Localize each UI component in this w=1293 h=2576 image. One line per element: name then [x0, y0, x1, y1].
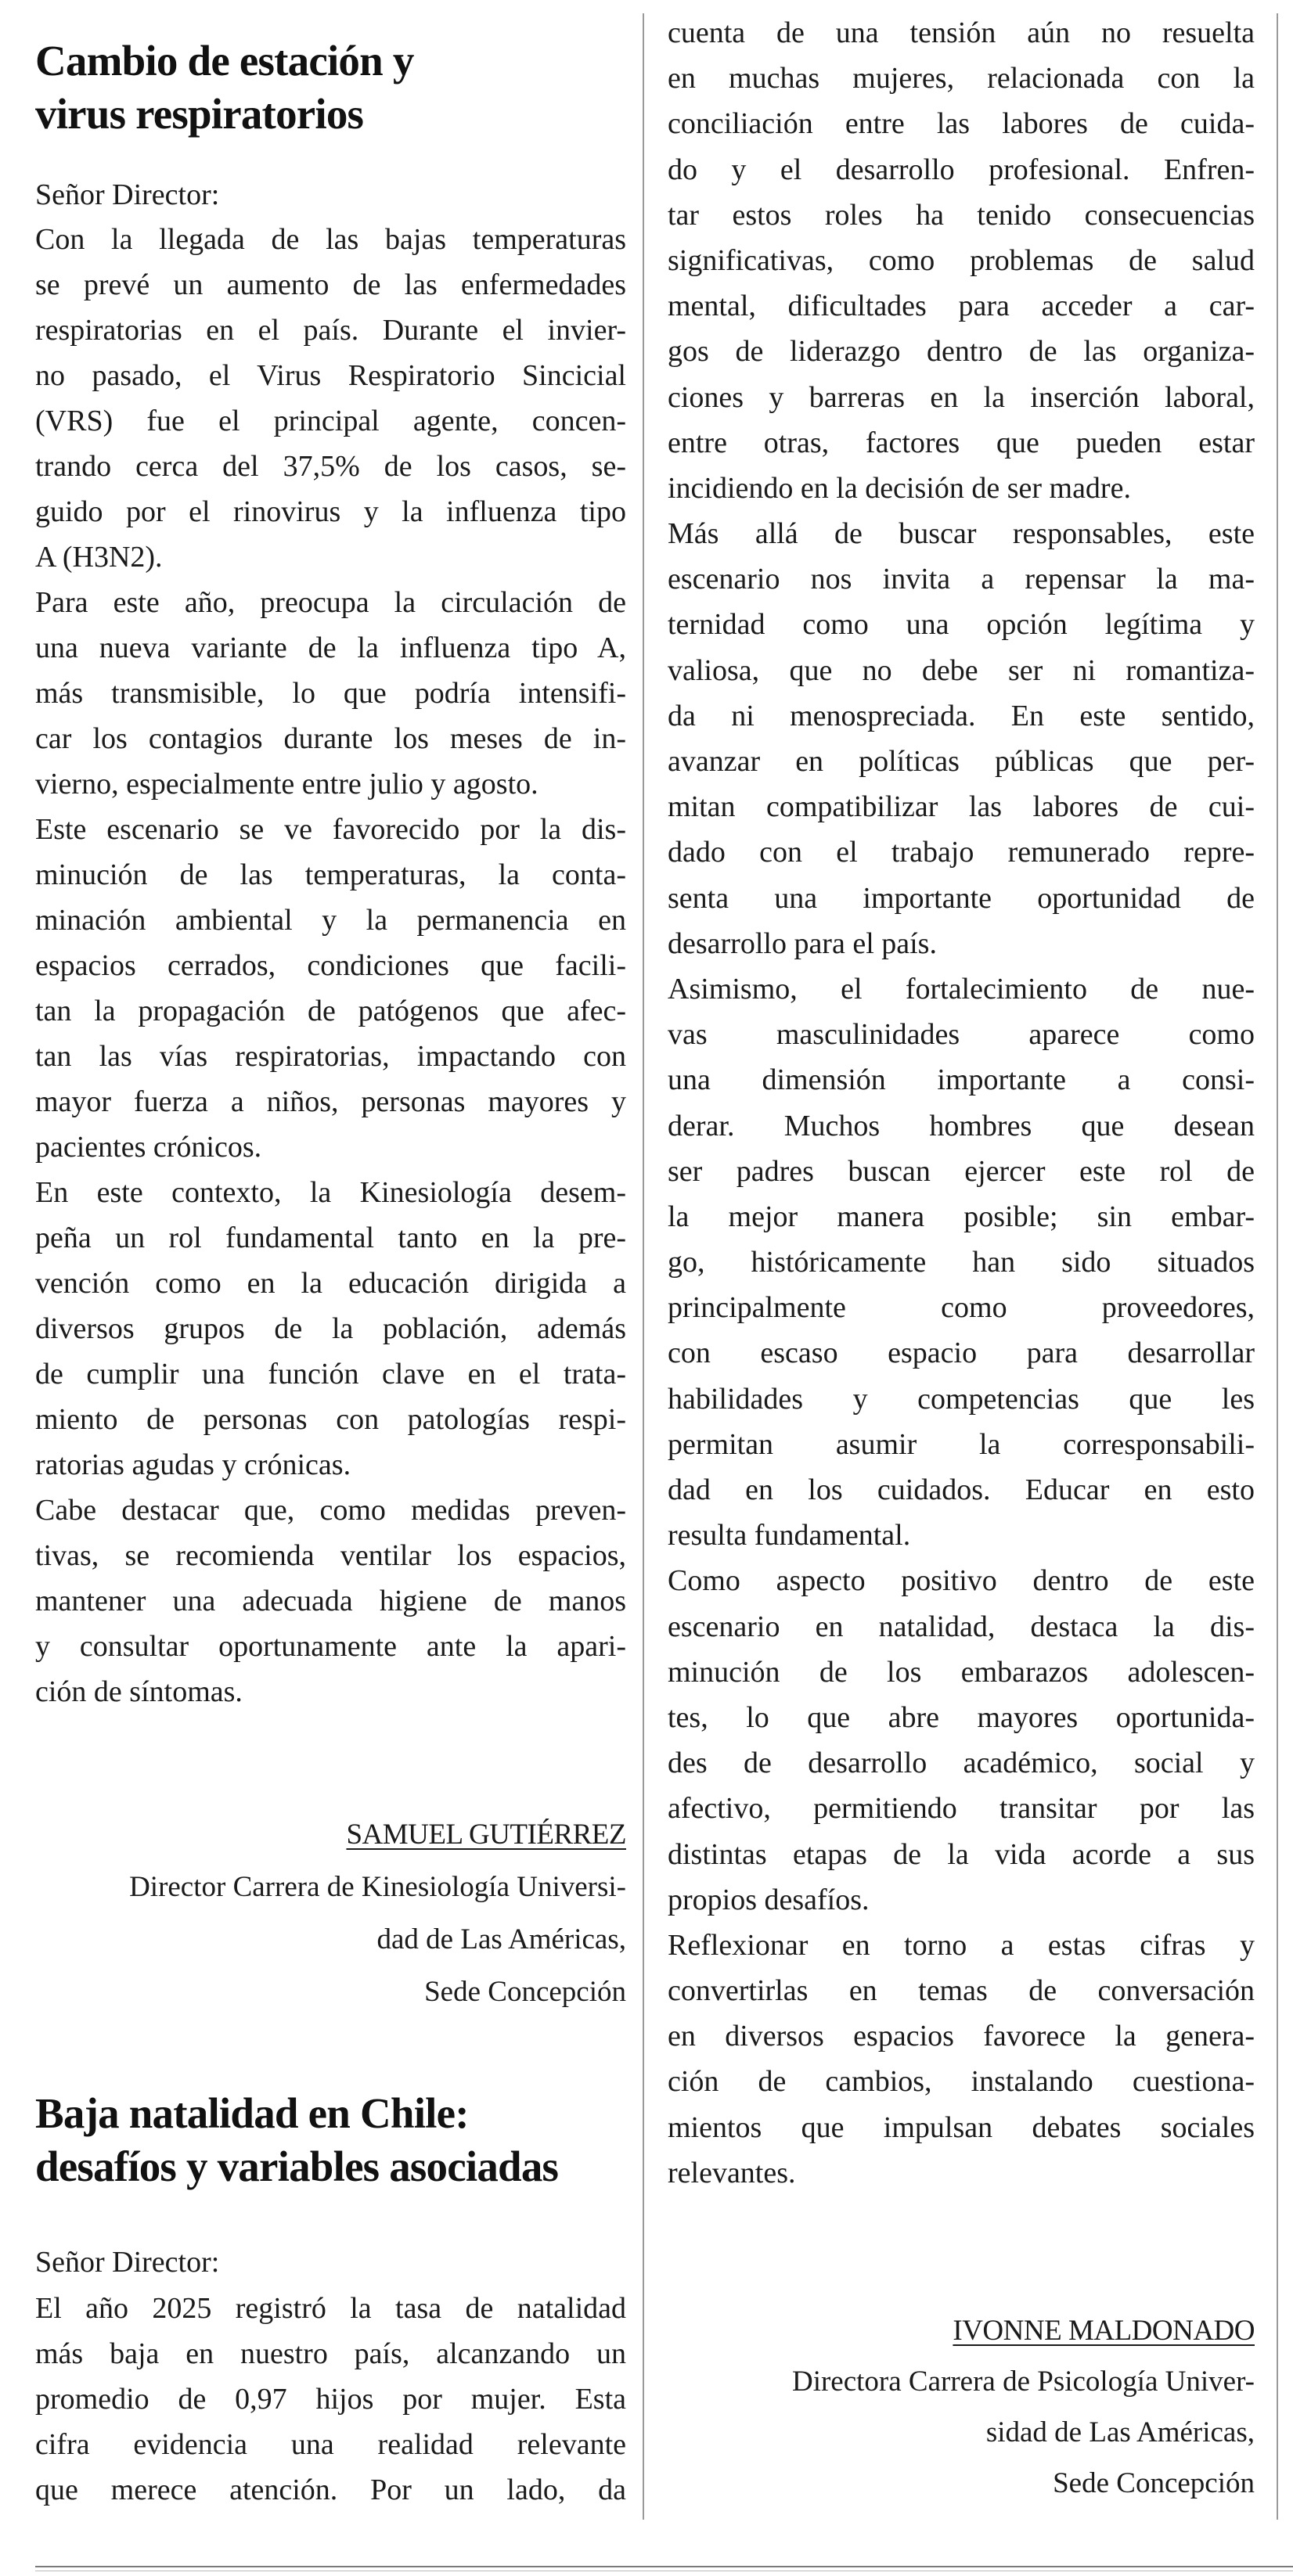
text-line: una dimensión importante a consi-	[668, 1063, 1255, 1097]
text-line: minación ambiental y la permanencia en	[35, 904, 626, 937]
letter1-author-title: dad de Las Américas,	[376, 1923, 626, 1955]
letter2-author-name: IVONNE MALDONADO	[953, 2315, 1255, 2347]
text-line: respiratorias en el país. Durante el invier-	[35, 314, 626, 347]
text-line: conciliación entre las labores de cuida-	[668, 107, 1255, 141]
text-line: Este escenario se ve favorecido por la dis-	[35, 813, 626, 846]
text-line: tivas, se recomienda ventilar los espacios,	[35, 1539, 626, 1572]
text-line: avanzar en políticas públicas que per-	[668, 745, 1255, 778]
text-line: dado con el trabajo remunerado repre-	[668, 836, 1255, 869]
text-line: mayor fuerza a niños, personas mayores y	[35, 1085, 626, 1118]
text-line: vierno, especialmente entre julio y agosto.	[35, 768, 538, 801]
text-line: principalmente como proveedores,	[668, 1291, 1255, 1325]
text-line: peña un rol fundamental tanto en la pre-	[35, 1221, 626, 1254]
text-line: cuenta de una tensión aún no resuelta	[668, 16, 1255, 49]
text-line: promedio de 0,97 hijos por mujer. Esta	[35, 2383, 626, 2416]
text-line: ciones y barreras en la inserción laboral,	[668, 380, 1255, 414]
text-line: pacientes crónicos.	[35, 1131, 262, 1164]
text-line: Como aspecto positivo dentro de este	[668, 1564, 1255, 1598]
text-line: dad en los cuidados. Educar en esto	[668, 1473, 1255, 1506]
letter1-headline	[35, 34, 626, 141]
paragraph	[35, 217, 626, 580]
paragraph	[35, 807, 626, 1170]
text-line: valiosa, que no debe ser ni romantiza-	[668, 653, 1255, 687]
text-line: y consultar oportunamente ante la apari-	[35, 1630, 626, 1663]
text-line: cifra evidencia una realidad relevante	[35, 2428, 626, 2461]
text-line: distintas etapas de la vida acorde a sus	[668, 1837, 1255, 1871]
text-line: ser padres buscan ejercer este rol de	[668, 1154, 1255, 1188]
text-line: senta una importante oportunidad de	[668, 881, 1255, 915]
text-line: habilidades y competencias que les	[668, 1382, 1255, 1416]
text-line: tan las vías respiratorias, impactando con	[35, 1040, 626, 1073]
text-line: afectivo, permitiendo transitar por las	[668, 1792, 1255, 1826]
letter2-author-title: Sede Concepción	[1053, 2467, 1255, 2499]
text-line: escenario en natalidad, destaca la dis-	[668, 1610, 1255, 1643]
bottom-rule	[35, 2566, 1293, 2571]
text-line: mental, dificultades para acceder a car-	[668, 290, 1255, 323]
paragraph	[35, 1488, 626, 1714]
text-line: espacios cerrados, condiciones que facili-	[35, 949, 626, 982]
paragraph	[35, 1170, 626, 1488]
letter2-salutation: Señor Director:	[35, 2246, 220, 2279]
text-line: tan la propagación de patógenos que afec-	[35, 995, 626, 1027]
text-line: gos de liderazgo dentro de las organiza-	[668, 335, 1255, 369]
text-line: En este contexto, la Kinesiología desem-	[35, 1176, 626, 1209]
text-line: Para este año, preocupa la circulación de	[35, 586, 626, 619]
text-line: do y el desarrollo profesional. Enfren-	[668, 153, 1255, 186]
paragraph	[668, 511, 1255, 966]
paragraph	[668, 966, 1255, 1558]
text-line: guido por el rinovirus y la influenza tipo	[35, 495, 626, 528]
text-line: se prevé un aumento de las enfermedades	[35, 268, 626, 301]
letter1-salutation: Señor Director:	[35, 178, 220, 211]
text-line: diversos grupos de la población, además	[35, 1312, 626, 1345]
text-line: Reflexionar en torno a estas cifras y	[668, 1928, 1255, 1962]
letter2-body-right	[668, 10, 1255, 2196]
text-line: minución de las temperaturas, la conta-	[35, 858, 626, 891]
text-line: no pasado, el Virus Respiratorio Sincicial	[35, 359, 626, 392]
text-line: entre otras, factores que pueden estar	[668, 426, 1255, 459]
text-line: en diversos espacios favorece la genera-	[668, 2020, 1255, 2053]
text-line: go, históricamente han sido situados	[668, 1246, 1255, 1279]
text-line: mantener una adecuada higiene de manos	[35, 1585, 626, 1617]
text-line: significativas, como problemas de salud	[668, 243, 1255, 277]
text-line: más transmisible, lo que podría intensifi-	[35, 677, 626, 710]
paragraph	[35, 2286, 626, 2513]
text-line: Cabe destacar que, como medidas preven-	[35, 1494, 626, 1527]
text-line: mitan compatibilizar las labores de cui-	[668, 790, 1255, 824]
text-line: en muchas mujeres, relacionada con la	[668, 62, 1255, 95]
text-line: trando cerca del 37,5% de los casos, se-	[35, 450, 626, 483]
text-line: El año 2025 registró la tasa de natalidad	[35, 2292, 626, 2325]
text-line: A (H3N2).	[35, 541, 163, 574]
letter2-body-left	[35, 2286, 626, 2513]
letter1-headline-line: Cambio de estación y	[35, 37, 414, 85]
text-line: desarrollo para el país.	[668, 926, 937, 960]
text-line: tar estos roles ha tenido consecuencias	[668, 198, 1255, 232]
paragraph	[668, 10, 1255, 511]
letter1-author-name: SAMUEL GUTIÉRREZ	[346, 1819, 626, 1851]
text-line: Más allá de buscar responsables, este	[668, 517, 1255, 551]
text-line: car los contagios durante los meses de in-	[35, 722, 626, 755]
text-line: derar. Muchos hombres que desean	[668, 1109, 1255, 1142]
paragraph	[35, 580, 626, 807]
text-line: vas masculinidades aparece como	[668, 1018, 1255, 1052]
text-line: escenario nos invita a repensar la ma-	[668, 563, 1255, 596]
letter2-signature	[668, 2305, 1255, 2509]
text-line: una nueva variante de la influenza tipo A,	[35, 631, 626, 664]
text-line: más baja en nuestro país, alcanzando un	[35, 2337, 626, 2370]
text-line: ción de síntomas.	[35, 1675, 243, 1708]
text-line: mientos que impulsan debates sociales	[668, 2110, 1255, 2144]
letter1-author-title: Sede Concepción	[424, 1976, 626, 2008]
right-column-border	[1277, 13, 1278, 2520]
letter1-signature	[35, 1808, 626, 2018]
paragraph	[668, 1558, 1255, 1923]
letter2-headline	[35, 2087, 626, 2193]
text-line: convertirlas en temas de conversación	[668, 1974, 1255, 2008]
text-line: minución de los embarazos adolescen-	[668, 1655, 1255, 1689]
text-line: Con la llegada de las bajas temperaturas	[35, 223, 626, 256]
letter2-headline-line: Baja natalidad en Chile:	[35, 2089, 469, 2137]
text-line: ternidad como una opción legítima y	[668, 608, 1255, 642]
text-line: vención como en la educación dirigida a	[35, 1267, 626, 1300]
text-line: la mejor manera posible; sin embar-	[668, 1200, 1255, 1233]
text-line: incidiendo en la decisión de ser madre.	[668, 471, 1131, 505]
text-line: resulta fundamental.	[668, 1519, 911, 1552]
letter2-author-title: Directora Carrera de Psicología Univer-	[791, 2366, 1255, 2398]
letter1-author-title: Director Carrera de Kinesiología Universi-	[129, 1871, 626, 1903]
text-line: ratorias agudas y crónicas.	[35, 1448, 351, 1481]
letter2-headline-line: desafíos y variables asociadas	[35, 2142, 559, 2190]
text-line: permitan asumir la corresponsabili-	[668, 1427, 1255, 1461]
letter1-body	[35, 217, 626, 1714]
text-line: Asimismo, el fortalecimiento de nue-	[668, 972, 1255, 1006]
text-line: propios desafíos.	[668, 1883, 870, 1916]
letter2-author-title: sidad de Las Américas,	[985, 2416, 1255, 2448]
column-divider	[643, 13, 644, 2520]
text-line: da ni menospreciada. En este sentido,	[668, 699, 1255, 732]
paragraph	[668, 1923, 1255, 2196]
text-line: relevantes.	[668, 2156, 796, 2189]
text-line: de cumplir una función clave en el trata-	[35, 1358, 626, 1391]
text-line: con escaso espacio para desarrollar	[668, 1337, 1255, 1370]
text-line: des de desarrollo académico, social y	[668, 1747, 1255, 1780]
text-line: miento de personas con patologías respi-	[35, 1403, 626, 1436]
text-line: que merece atención. Por un lado, da	[35, 2473, 626, 2506]
letter1-headline-line: virus respiratorios	[35, 90, 364, 138]
text-line: tes, lo que abre mayores oportunida-	[668, 1700, 1255, 1734]
text-line: (VRS) fue el principal agente, concen-	[35, 405, 626, 437]
text-line: ción de cambios, instalando cuestiona-	[668, 2065, 1255, 2099]
